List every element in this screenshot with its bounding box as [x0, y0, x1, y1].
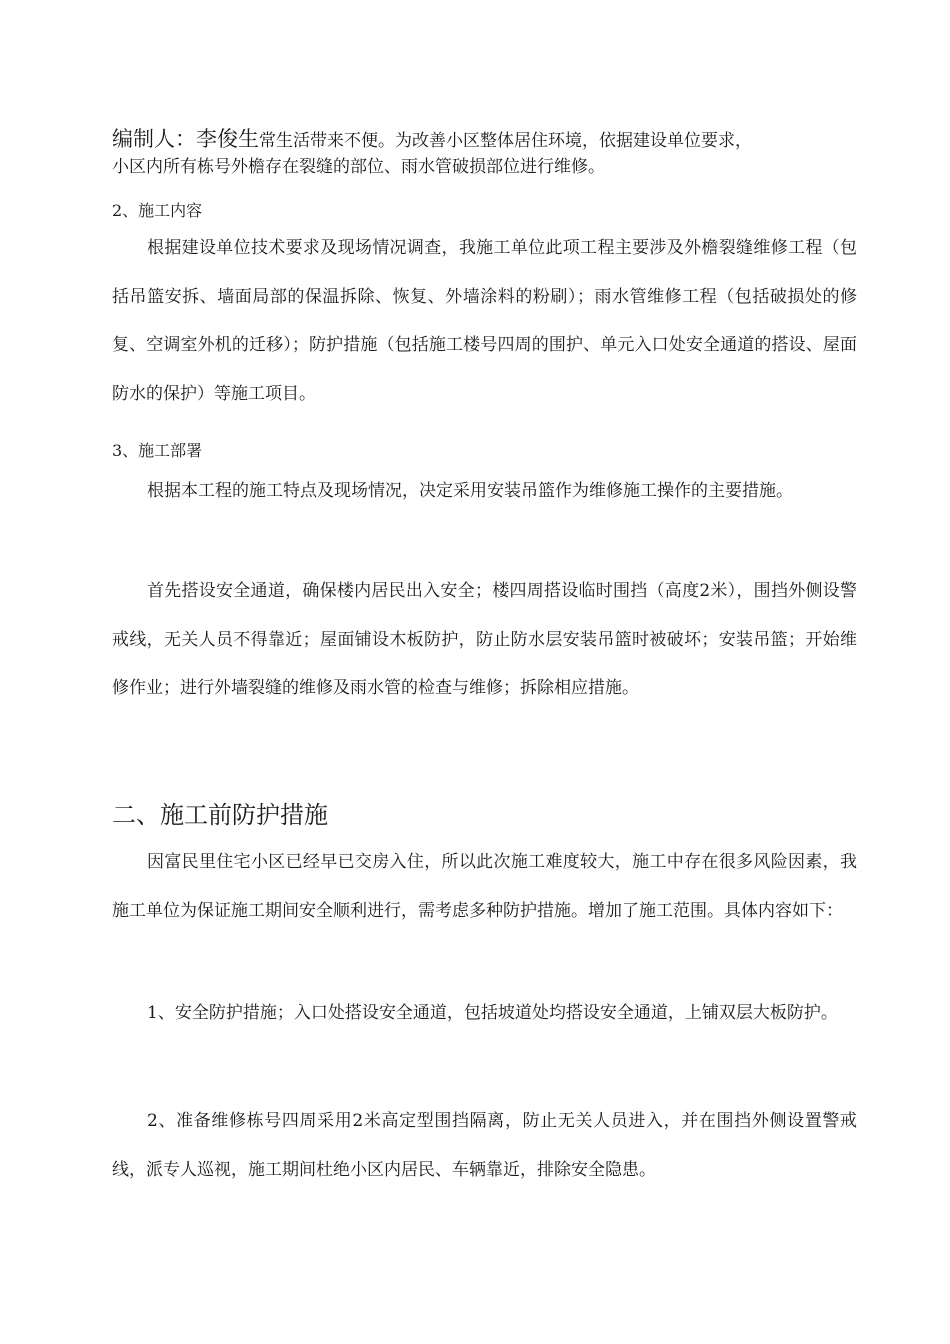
paragraph-construction-content: 根据建设单位技术要求及现场情况调查，我施工单位此项工程主要涉及外檐裂缝维修工程（包括吊篮安拆、墙面局部的保温拆除、恢复、外墙涂料的粉刷）；雨水管维修工程（包括破损处的修复、空调室外机的迁移）；防护措施（包括施工楼号四周的围护、单元入口处安全通道的搭设、屋面防水的保护）等施工项目。 — [112, 238, 857, 404]
paragraph-deployment-steps: 首先搭设安全通道，确保楼内居民出入安全；楼四周搭设临时围挡（高度2米），围挡外侧设警戒线，无关人员不得靠近；屋面铺设木板防护，防止防水层安装吊篮时被破坏；安装吊篮；开始维修作业；进行外墙裂缝的维修及雨水管的检查与维修；拆除相应措施。 — [112, 581, 857, 698]
intro-block — [112, 126, 872, 180]
section-label-construction-content: 2、施工内容 — [112, 201, 203, 220]
intro-text-line2: 小区内所有栋号外檐存在裂缝的部位、雨水管破损部位进行维修。 — [112, 157, 605, 177]
section-label-construction-deployment: 3、施工部署 — [112, 441, 203, 460]
paragraph-pre-construction-intro: 因富民里住宅小区已经早已交房入住，所以此次施工难度较大，施工中存在很多风险因素，我施工单位为保证施工期间安全顺利进行，需考虑多种防护措施。增加了施工范围。具体内容如下： — [112, 852, 857, 921]
paragraph-deployment-method: 根据本工程的施工特点及现场情况，决定采用安装吊篮作为维修施工操作的主要措施。 — [147, 481, 793, 501]
author-label: 编制人：李俊生 — [112, 127, 259, 151]
section-heading-pre-construction: 二、施工前防护措施 — [112, 801, 328, 829]
list-item-safety-measures: 1、安全防护措施；入口处搭设安全通道，包括坡道处均搭设安全通道，上铺双层大板防护。 — [147, 1003, 838, 1023]
intro-first-line — [112, 126, 872, 154]
intro-text-line1: 常生活带来不便。为改善小区整体居住环境，依据建设单位要求， — [259, 131, 752, 151]
list-item-fence-isolation: 2、准备维修栋号四周采用2米高定型围挡隔离，防止无关人员进入，并在围挡外侧设置警戒线，派专人巡视，施工期间杜绝小区内居民、车辆靠近，排除安全隐患。 — [112, 1111, 857, 1180]
